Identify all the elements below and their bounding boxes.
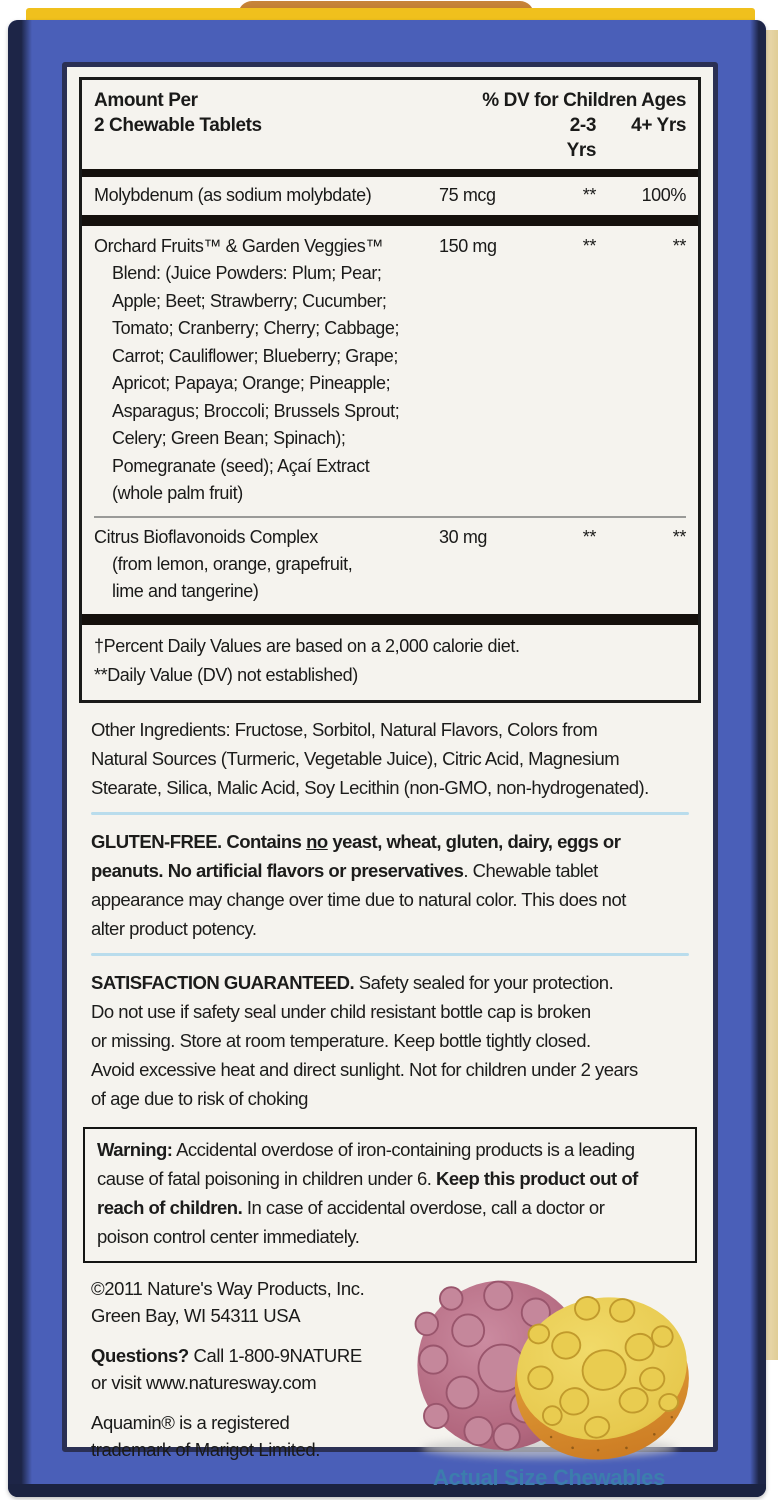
satisfaction-regular-text: or missing. Store at room temperature. Keep bottle tightly closed. bbox=[91, 1029, 591, 1051]
footer-contact-block bbox=[91, 1275, 403, 1491]
gluten-bold-text: yeast, wheat, gluten, dairy, eggs or bbox=[327, 830, 621, 852]
table-row-citrus bbox=[94, 524, 686, 606]
nutrient-amount: 150 mg bbox=[439, 236, 497, 256]
table-divider-bar bbox=[82, 215, 698, 226]
other-ingredients-line: Natural Sources (Turmeric, Vegetable Juice), Citric Acid, Magnesium bbox=[91, 747, 620, 769]
satisfaction-regular-text: Do not use if safety seal under child resistant bottle cap is broken bbox=[91, 1000, 591, 1022]
carton-back-face bbox=[8, 20, 766, 1497]
phone-number: Call 1-800-9NATURE bbox=[188, 1344, 362, 1366]
gluten-regular-text: alter product potency. bbox=[91, 917, 257, 939]
citrus-source-line: lime and tangerine) bbox=[112, 581, 259, 601]
table-divider-bar bbox=[82, 614, 698, 625]
nutrient-dv-4plus: 100% bbox=[641, 185, 686, 205]
blend-line: (whole palm fruit) bbox=[112, 483, 243, 503]
other-ingredients-line: Stearate, Silica, Malic Acid, Soy Lecithin (non-GMO, non-hydrogenated). bbox=[91, 776, 649, 798]
gluten-regular-text: appearance may change over time due to natural color. This does not bbox=[91, 888, 626, 910]
blend-line: Apple; Beet; Strawberry; Cucumber; bbox=[112, 290, 387, 311]
section-divider bbox=[91, 812, 689, 815]
blend-line: Blend: (Juice Powders: Plum; Pear; bbox=[112, 263, 382, 283]
other-ingredients-line: Other Ingredients: Fructose, Sorbitol, Natural Flavors, Colors from bbox=[91, 718, 598, 740]
aquamin-trademark-line: trademark of Marigot Limited. bbox=[91, 1438, 320, 1460]
nutrient-amount: 30 mg bbox=[439, 526, 488, 547]
warning-bold-text: Keep this product out of bbox=[436, 1167, 638, 1189]
warning-bold-text: reach of children. bbox=[97, 1196, 243, 1218]
satisfaction-paragraph bbox=[91, 968, 689, 1113]
table-row-orchard-blend bbox=[94, 233, 686, 508]
nutrient-dv-4plus: ** bbox=[672, 236, 686, 256]
blend-line: Pomegranate (seed); Açaí Extract bbox=[112, 455, 370, 476]
footnote-dv-not-established: **Daily Value (DV) not established) bbox=[94, 664, 358, 685]
supplement-facts-table bbox=[79, 77, 701, 703]
gluten-free-paragraph bbox=[91, 827, 689, 943]
satisfaction-bold-text: SATISFACTION GUARANTEED. bbox=[91, 971, 355, 993]
table-divider-bar bbox=[82, 169, 698, 177]
satisfaction-regular-text: Safety sealed for your protection. bbox=[354, 971, 614, 993]
label-panel bbox=[62, 62, 718, 1490]
carton-side-edge bbox=[766, 30, 778, 1360]
gluten-bold-text: peanuts. No artificial flavors or preservatives bbox=[91, 859, 464, 881]
questions-label: Questions? bbox=[91, 1344, 189, 1366]
citrus-source-line: (from lemon, orange, grapefruit, bbox=[112, 553, 353, 574]
aquamin-trademark-line: Aquamin® is a registered bbox=[91, 1411, 290, 1433]
nutrient-name: Citrus Bioflavonoids Complex bbox=[94, 526, 318, 547]
nutrient-dv-2-3: ** bbox=[582, 526, 596, 547]
blend-line: Celery; Green Bean; Spinach); bbox=[112, 428, 346, 448]
warning-bold-text: Warning: bbox=[97, 1138, 173, 1160]
table-row-molybdenum bbox=[94, 182, 686, 209]
nutrient-name: Molybdenum (as sodium molybdate) bbox=[94, 185, 372, 205]
blend-line: Apricot; Papaya; Orange; Pineapple; bbox=[112, 373, 391, 393]
blend-line: Carrot; Cauliflower; Blueberry; Grape; bbox=[112, 345, 398, 366]
carton-right-edge bbox=[750, 20, 766, 1497]
satisfaction-regular-text: of age due to risk of choking bbox=[91, 1087, 308, 1109]
header-dv-label: % DV for Children Ages bbox=[482, 90, 686, 111]
header-amount-line1: Amount Per bbox=[94, 90, 198, 111]
warning-regular-text: cause of fatal poisoning in children under 6. bbox=[97, 1167, 437, 1189]
table-thin-rule bbox=[94, 516, 686, 518]
website-line: or visit www.naturesway.com bbox=[91, 1371, 317, 1393]
section-divider bbox=[91, 953, 689, 956]
actual-size-caption: Actual Size Chewables bbox=[432, 1464, 666, 1490]
blend-line: Tomato; Cranberry; Cherry; Cabbage; bbox=[112, 318, 400, 338]
copyright-line: ©2011 Nature's Way Products, Inc. bbox=[91, 1277, 365, 1299]
nutrient-amount: 75 mcg bbox=[439, 185, 496, 205]
nutrient-dv-2-3: ** bbox=[582, 236, 596, 256]
gluten-regular-text: . Chewable tablet bbox=[463, 859, 598, 881]
label-footer bbox=[91, 1275, 695, 1491]
nutrient-name: Orchard Fruits™ & Garden Veggies™ bbox=[94, 236, 383, 256]
facts-header bbox=[94, 88, 686, 163]
nutrient-dv-4plus: ** bbox=[672, 526, 686, 547]
warning-regular-text: poison control center immediately. bbox=[97, 1225, 360, 1247]
other-ingredients-paragraph bbox=[91, 715, 689, 802]
nutrient-dv-2-3: ** bbox=[582, 185, 596, 205]
gluten-bold-text: GLUTEN-FREE. Contains bbox=[91, 830, 307, 852]
address-line: Green Bay, WI 54311 USA bbox=[91, 1304, 301, 1326]
header-age-4plus: 4+ Yrs bbox=[631, 115, 686, 136]
gluten-underline-no: no bbox=[306, 830, 328, 852]
chewables-photo-block bbox=[403, 1275, 695, 1491]
chewables-photo bbox=[403, 1275, 695, 1463]
warning-regular-text: Accidental overdose of iron-containing products is a leading bbox=[172, 1138, 635, 1160]
satisfaction-regular-text: Avoid excessive heat and direct sunlight. Not for children under 2 years bbox=[91, 1058, 638, 1080]
header-age-2-3: 2-3 Yrs bbox=[566, 115, 596, 161]
footnote-daily-values: †Percent Daily Values are based on a 2,000 calorie diet. bbox=[94, 635, 520, 656]
header-amount-line2: 2 Chewable Tablets bbox=[94, 115, 262, 136]
warning-regular-text: In case of accidental overdose, call a doctor or bbox=[242, 1196, 605, 1218]
blend-line: Asparagus; Broccoli; Brussels Sprout; bbox=[112, 400, 400, 421]
carton-left-edge bbox=[8, 20, 32, 1497]
iron-warning-box bbox=[83, 1127, 697, 1263]
